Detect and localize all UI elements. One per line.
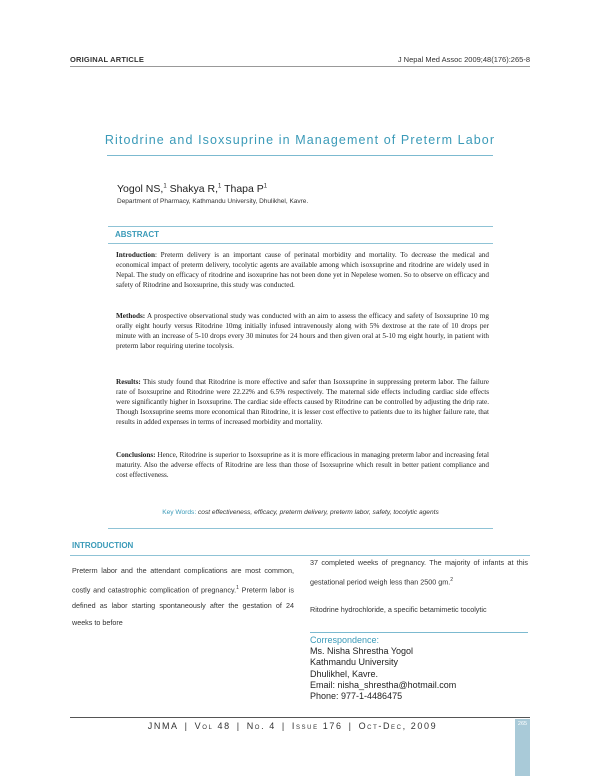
- citation-marker: 1: [236, 584, 239, 591]
- abstract-conclusions: [116, 450, 489, 480]
- section-text: A prospective observational study was conducted with an aim to assess the efficacy and safety of Isoxsuprine 10 mg orally eight hourly versus Ritodrine 10mg initially infused intravenously along with 5% dextrose at the rate of 10 drops per minute with an increase of 5-10 drops every 30 minutes for 24 hours and then given oral at 5-10 mg eight hourly, in patient with preterm labor requiring uterine tocolysis.: [116, 312, 489, 350]
- section-text: This study found that Ritodrine is more effective and safer than Isoxsuprine in suppressing preterm labor. The failure rate of Isoxsuprine and Ritodrine were 22.22% and 6.5% respectively. The maternal side effects including cardiac side effects were significantly higher in Isoxsuprine. The cardiac side effects caused by Ritodrine can be controlled by adjusting the drip rate. Though Isoxsuprine seems more economical than Ritodrine, it is lesser cost effective to patients due to its higher failure rate, that results in added expenses in terms of increased morbidity and mortality.: [116, 378, 489, 426]
- correspondence-phone: Phone: 977-1-4486475: [310, 691, 403, 702]
- affiliation-marker: 1: [263, 183, 268, 190]
- affiliation-marker: 1: [163, 183, 167, 190]
- citation-marker: 2: [450, 576, 454, 583]
- section-label: Introduction: [116, 251, 156, 259]
- correspondence-org: Kathmandu University: [310, 657, 399, 668]
- footer-date: Oct-Dec, 2009: [358, 721, 438, 731]
- correspondence-place: Dhulikhel, Kavre.: [310, 668, 379, 679]
- abstract-divider: [108, 243, 493, 244]
- abstract-introduction: [116, 250, 489, 290]
- header-divider: [70, 66, 530, 67]
- abstract-results: [116, 377, 489, 427]
- section-label: Conclusions:: [116, 451, 156, 459]
- author-affiliation: Department of Pharmacy, Kathmandu University, Dhulikhel, Kavre.: [117, 198, 309, 205]
- affiliation-marker: 1: [218, 183, 222, 190]
- section-label: Methods:: [116, 312, 146, 320]
- author-name: Yogol NS,: [117, 183, 164, 195]
- body-text: Preterm labor is defined as labor starting spontaneously after the gestation of 24 weeks to before: [72, 584, 294, 627]
- journal-citation: J Nepal Med Assoc 2009;48(176):265-8: [397, 55, 530, 64]
- footer-issue: Issue 176: [291, 721, 343, 731]
- section-text: Hence, Ritodrine is superior to Isoxsuprine as it is more efficacious in managing preterm labor and increasing fetal maturity. Also the adverse effects of Ritodrine are less than those of Isoxsuprine which result in better patient compliance and cost effectiveness.: [116, 451, 489, 479]
- author-list: [117, 183, 267, 195]
- title-divider: [107, 155, 493, 156]
- introduction-right-column-continued: Ritodrine hydrochloride, a specific betamimetic tocolytic: [310, 605, 487, 614]
- author-name: Thapa P: [221, 183, 264, 195]
- correspondence-heading: Correspondence:: [310, 635, 380, 645]
- correspondence-block: [310, 632, 528, 702]
- introduction-left-column: [72, 563, 294, 631]
- author-name: Shakya R,: [166, 183, 219, 195]
- abstract-methods: [116, 311, 489, 351]
- section-text: : Preterm delivery is an important cause of perinatal morbidity and mortality. To decrease the medical and economical impact of preterm delivery, tocolytic agents are available among which isoxsuprine and ritodrine are widely used in Nepal. The study on efficacy of ritodrine and isoxuprine has not been done yet in Nepelese women. So to observe on efficacy and safety of Ritodrine and Isoxsuprine, this study was conducted.: [116, 251, 489, 289]
- page-number-tab: [515, 719, 530, 776]
- keywords: [108, 509, 493, 516]
- journal-footer: JNMA | Vol 48 | No. 4 | Issue 176 | Oct-Dec, 2009: [147, 721, 438, 731]
- footer-journal: JNMA: [147, 721, 179, 731]
- abstract-heading: ABSTRACT: [115, 230, 159, 239]
- article-title: Ritodrine and Isoxsuprine in Management of Preterm Labor: [104, 133, 496, 147]
- footer-volume: Vol 48: [194, 721, 231, 731]
- footer-divider: [70, 717, 530, 718]
- section-label: Results:: [116, 378, 141, 386]
- correspondence-name: Ms. Nisha Shrestha Yogol: [310, 646, 414, 657]
- keywords-label: Key Words:: [162, 509, 197, 516]
- article-type-label: ORIGINAL ARTICLE: [70, 55, 145, 64]
- page-number: 265: [517, 721, 528, 727]
- body-text: 37 completed weeks of pregnancy. The majority of infants at this gestational period weigh less than 2500 gm.: [310, 558, 528, 586]
- introduction-heading: INTRODUCTION: [72, 541, 134, 550]
- introduction-right-column: [310, 555, 528, 590]
- body-text: Preterm labor and the attendant complications are most common, costly and catastrophic complication of pregnancy.: [72, 566, 294, 594]
- correspondence-email: Email: nisha_shrestha@hotmail.com: [310, 679, 457, 690]
- keywords-text: cost effectiveness, efficacy, preterm delivery, preterm labor, safety, tocolytic agents: [196, 509, 439, 516]
- footer-number: No. 4: [246, 721, 276, 731]
